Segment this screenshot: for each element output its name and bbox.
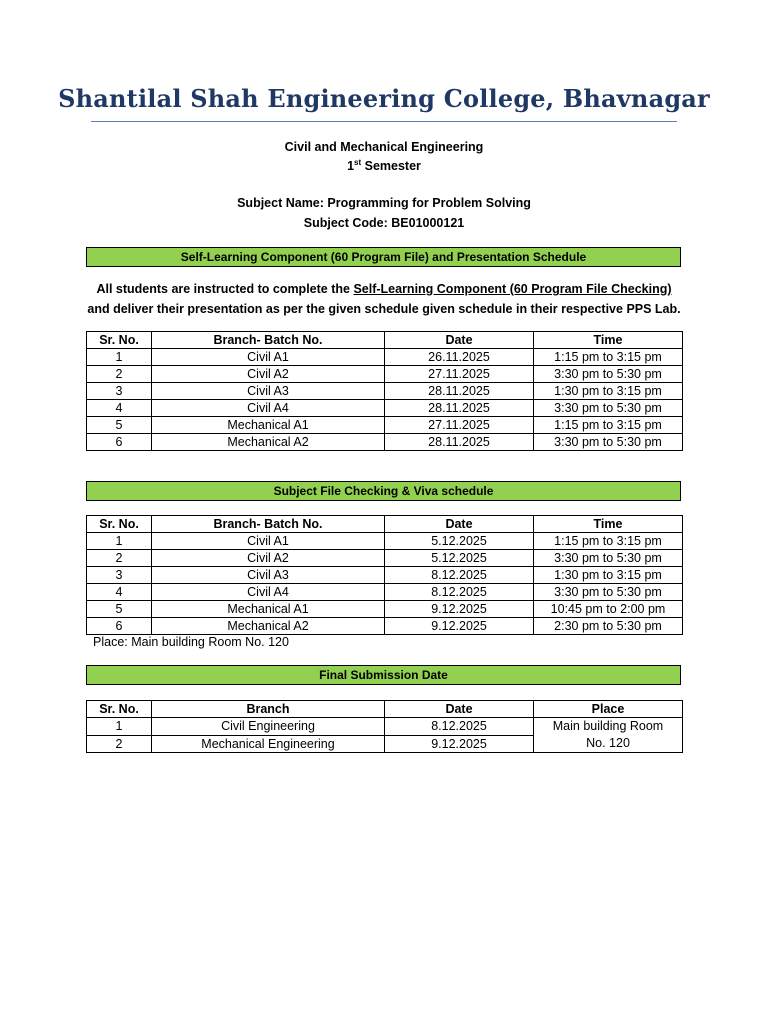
cell-sr-no: 6 xyxy=(87,618,152,635)
final-submission-table xyxy=(86,700,683,753)
cell-branch: Civil A4 xyxy=(152,400,385,417)
header-date: Date xyxy=(385,516,534,533)
header-branch-batch: Branch- Batch No. xyxy=(152,332,385,349)
table-header-row xyxy=(87,516,683,533)
cell-sr-no: 3 xyxy=(87,567,152,584)
cell-date: 8.12.2025 xyxy=(385,584,534,601)
cell-time: 1:15 pm to 3:15 pm xyxy=(534,349,683,366)
table-row xyxy=(87,618,683,635)
cell-branch: Civil A4 xyxy=(152,584,385,601)
cell-time: 1:15 pm to 3:15 pm xyxy=(534,533,683,550)
cell-sr-no: 5 xyxy=(87,417,152,434)
cell-branch: Mechanical A1 xyxy=(152,601,385,618)
viva-place-note: Place: Main building Room No. 120 xyxy=(93,635,289,649)
cell-time: 3:30 pm to 5:30 pm xyxy=(534,434,683,451)
cell-sr-no: 1 xyxy=(87,349,152,366)
intro-text-part1: All students are instructed to complete the xyxy=(96,282,354,296)
cell-date: 26.11.2025 xyxy=(385,349,534,366)
cell-date: 9.12.2025 xyxy=(385,601,534,618)
cell-branch: Mechanical A2 xyxy=(152,618,385,635)
subject-code: Subject Code: BE01000121 xyxy=(303,216,465,230)
header-sr-no: Sr. No. xyxy=(87,516,152,533)
cell-sr-no: 2 xyxy=(87,735,152,753)
cell-sr-no: 4 xyxy=(87,584,152,601)
cell-date: 8.12.2025 xyxy=(385,567,534,584)
table-row xyxy=(87,567,683,584)
intro-paragraph xyxy=(60,279,708,319)
cell-sr-no: 2 xyxy=(87,550,152,567)
cell-date: 9.12.2025 xyxy=(385,735,534,753)
section3-band: Final Submission Date xyxy=(86,665,681,685)
cell-branch: Mechanical A1 xyxy=(152,417,385,434)
header-branch-batch: Branch- Batch No. xyxy=(152,516,385,533)
subject-name: Subject Name: Programming for Problem Solving xyxy=(237,196,531,210)
place-line-1: Main building Room xyxy=(552,719,664,733)
table-row xyxy=(87,383,683,400)
cell-branch: Civil A1 xyxy=(152,349,385,366)
header-branch: Branch xyxy=(152,701,385,718)
table-row xyxy=(87,349,683,366)
semester-number: 1 xyxy=(347,159,355,173)
cell-time: 3:30 pm to 5:30 pm xyxy=(534,400,683,417)
section1-band: Self-Learning Component (60 Program File) and Presentation Schedule xyxy=(86,247,681,267)
cell-date: 8.12.2025 xyxy=(385,718,534,736)
title-underline xyxy=(91,121,677,122)
table-row xyxy=(87,601,683,618)
cell-date: 28.11.2025 xyxy=(385,383,534,400)
semester-line xyxy=(0,157,768,175)
cell-sr-no: 1 xyxy=(87,718,152,736)
cell-sr-no: 1 xyxy=(87,533,152,550)
cell-time: 2:30 pm to 5:30 pm xyxy=(534,618,683,635)
cell-branch: Civil A3 xyxy=(152,567,385,584)
viva-schedule-table xyxy=(86,515,683,635)
cell-date: 28.11.2025 xyxy=(385,434,534,451)
header-date: Date xyxy=(385,701,534,718)
cell-sr-no: 6 xyxy=(87,434,152,451)
cell-place xyxy=(534,718,683,753)
intro-text-underlined: Self-Learning Component (60 Program File Checking) xyxy=(353,282,672,296)
cell-date: 9.12.2025 xyxy=(385,618,534,635)
cell-branch: Civil A3 xyxy=(152,383,385,400)
table-header-row xyxy=(87,701,683,718)
table-row xyxy=(87,550,683,567)
table-row xyxy=(87,400,683,417)
cell-date: 5.12.2025 xyxy=(385,550,534,567)
cell-time: 10:45 pm to 2:00 pm xyxy=(534,601,683,618)
header-sr-no: Sr. No. xyxy=(87,701,152,718)
section2-band: Subject File Checking & Viva schedule xyxy=(86,481,681,501)
table-header-row xyxy=(87,332,683,349)
cell-date: 27.11.2025 xyxy=(385,366,534,383)
presentation-schedule-table xyxy=(86,331,683,451)
semester-suffix: st xyxy=(354,157,362,167)
cell-sr-no: 5 xyxy=(87,601,152,618)
cell-time: 3:30 pm to 5:30 pm xyxy=(534,584,683,601)
header-time: Time xyxy=(534,332,683,349)
cell-time: 3:30 pm to 5:30 pm xyxy=(534,550,683,567)
cell-date: 28.11.2025 xyxy=(385,400,534,417)
table-row xyxy=(87,366,683,383)
header-place: Place xyxy=(534,701,683,718)
cell-sr-no: 4 xyxy=(87,400,152,417)
department-line: Civil and Mechanical Engineering xyxy=(284,140,484,154)
cell-date: 5.12.2025 xyxy=(385,533,534,550)
cell-branch: Civil Engineering xyxy=(152,718,385,736)
table-row xyxy=(87,417,683,434)
table-row xyxy=(87,434,683,451)
cell-branch: Mechanical Engineering xyxy=(152,735,385,753)
intro-text-part2: and deliver their presentation as per the given schedule given schedule in their respective PPS Lab. xyxy=(87,302,681,316)
cell-time: 3:30 pm to 5:30 pm xyxy=(534,366,683,383)
table-row xyxy=(87,584,683,601)
cell-branch: Civil A1 xyxy=(152,533,385,550)
table-row xyxy=(87,718,683,736)
cell-sr-no: 3 xyxy=(87,383,152,400)
header-date: Date xyxy=(385,332,534,349)
cell-branch: Civil A2 xyxy=(152,550,385,567)
cell-branch: Civil A2 xyxy=(152,366,385,383)
cell-branch: Mechanical A2 xyxy=(152,434,385,451)
cell-sr-no: 2 xyxy=(87,366,152,383)
place-line-2: No. 120 xyxy=(586,736,630,750)
cell-time: 1:30 pm to 3:15 pm xyxy=(534,383,683,400)
semester-word: Semester xyxy=(364,159,421,173)
header-time: Time xyxy=(534,516,683,533)
table-row xyxy=(87,533,683,550)
college-title: Shantilal Shah Engineering College, Bhavnagar xyxy=(58,84,710,113)
header-sr-no: Sr. No. xyxy=(87,332,152,349)
cell-time: 1:15 pm to 3:15 pm xyxy=(534,417,683,434)
cell-time: 1:30 pm to 3:15 pm xyxy=(534,567,683,584)
cell-date: 27.11.2025 xyxy=(385,417,534,434)
